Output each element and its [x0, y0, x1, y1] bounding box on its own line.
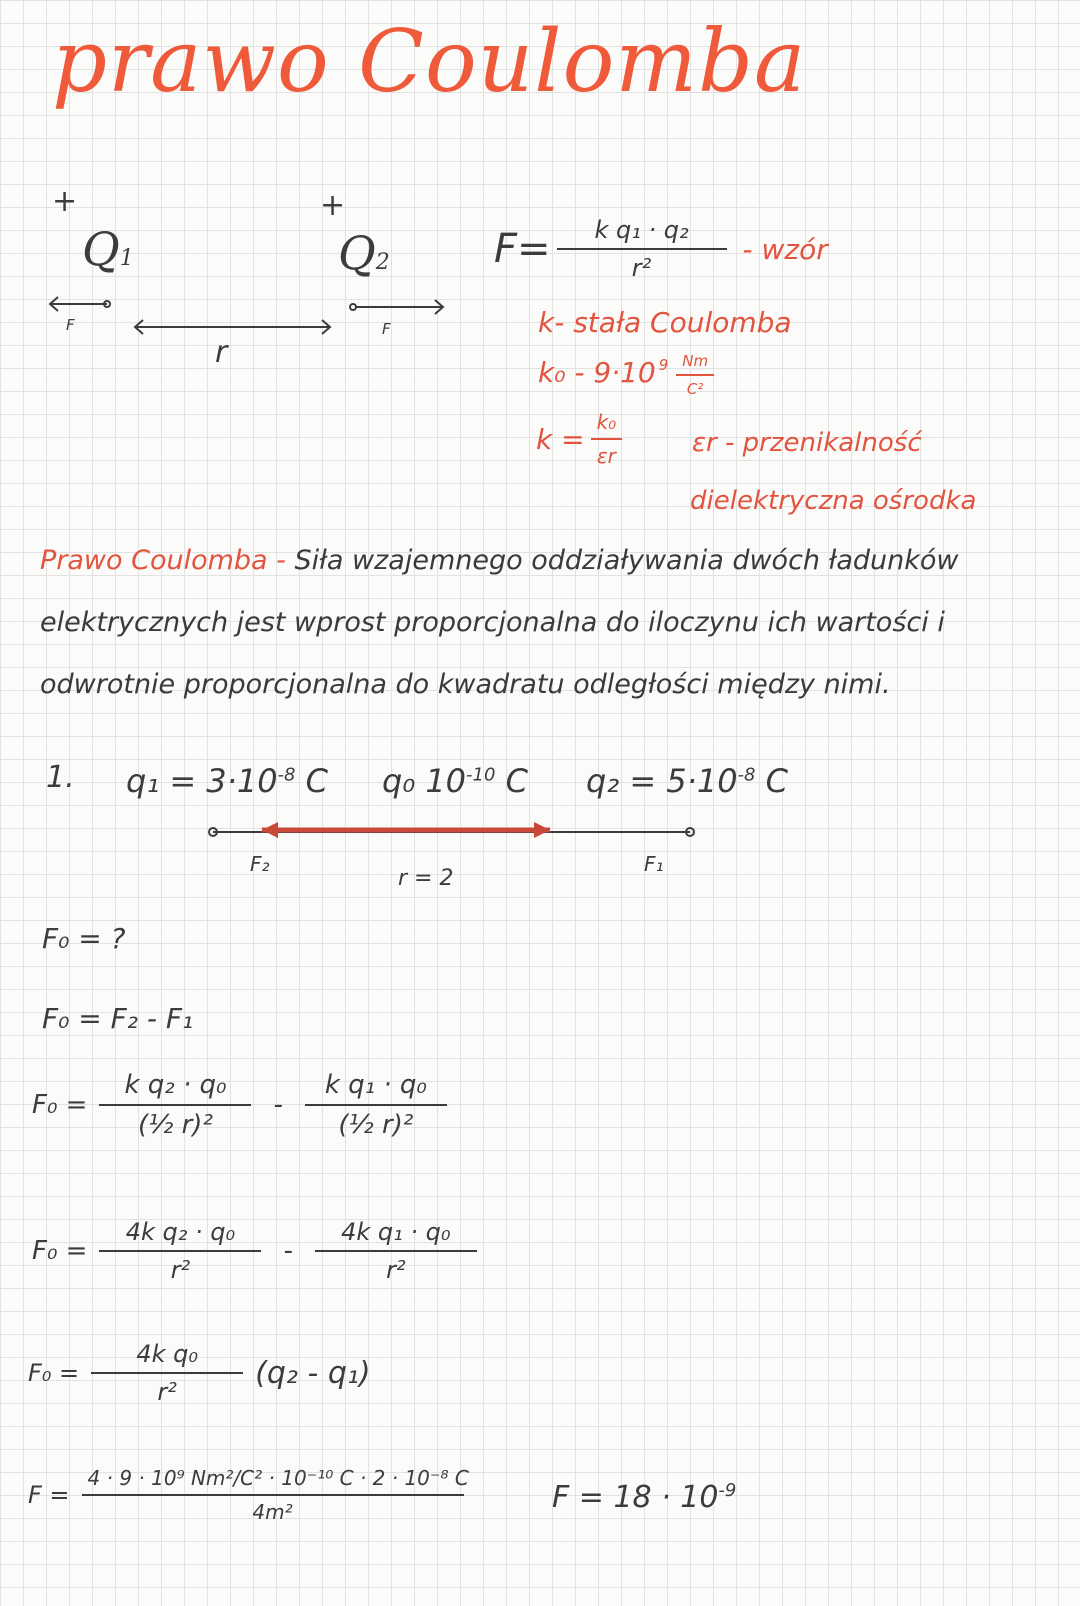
charge-q1-label: Q1 [82, 222, 134, 276]
final-result: $F = 18 \cdot 10^{-9}$ [552, 1480, 737, 1515]
example-number: 1. [46, 760, 75, 795]
equation-2: F₀ = $\frac{\text{k q₂ · q₀}}{\text{(½ r)²}}$ - $\frac{\text{k q₁ · q₀}}{\text{(½ r)²}}$ [32, 1070, 447, 1140]
permittivity-definition-2: dielektryczna ośrodka [690, 486, 977, 516]
distance-value: r = 2 [398, 866, 454, 891]
k-definition: k- stała Coulomba [538, 306, 792, 339]
force-left-label: F [66, 316, 75, 334]
permittivity-definition-1: εr - przenikalność [692, 428, 922, 458]
charge-point-q2 [350, 304, 356, 310]
force-f2-label: F₂ [250, 852, 270, 876]
law-statement: Prawo Coulomba - Siła wzajemnego oddziaływania dwóch ładunków elektrycznych jest wprost proporcjonalna do iloczynu ich wartości i odwrotnie proporcjonalna do kwadratu odległości między nimi. [40, 545, 959, 700]
force-right-label: F [382, 320, 391, 338]
k-relation: k = $\frac{\text{k₀}}{\varepsilon r}$ [536, 410, 622, 468]
page-title: prawo Coulomba [52, 12, 807, 112]
force-f1-label: F₁ [644, 852, 664, 876]
coulomb-formula: F= $\frac{\text{k q₁ · q₂}}{\text{r²}}$ - wzór [494, 216, 828, 282]
equation-5: F = $\frac{\text{4 · 9 · 10⁹ Nm²/C² · 10⁻¹⁰ C · 2 · 10⁻⁸ C}}{\text{4m²}}$ [28, 1466, 469, 1524]
equation-1: F₀ = F₂ - F₁ [42, 1002, 194, 1035]
equation-4: F₀ = $\frac{\text{4k q₀}}{\text{r²}}$ (q₂ - q₁) [28, 1340, 371, 1406]
example-q1: $q_1 = 3\cdot 10^{-8}$ C [126, 762, 329, 800]
unknown-force: F₀ = ? [42, 922, 126, 955]
example-q2: $q_2 = 5\cdot 10^{-8}$ C [586, 762, 789, 800]
distance-label: r [215, 335, 228, 370]
k0-value: k₀ - 9·10 9 $\frac{Nm}{\text{C²}}$ [538, 356, 714, 398]
charge-q2-label: Q2 [338, 226, 390, 280]
plus-sign-q1: + [52, 184, 78, 219]
plus-sign-q2: + [320, 188, 346, 223]
equation-3: F₀ = $\frac{\text{4k q₂ · q₀}}{\text{r²}}$ - $\frac{\text{4k q₁ · q₀}}{\text{r²}}$ [32, 1218, 477, 1284]
example-q0: q₀ $10^{-10}$ C [382, 762, 528, 800]
